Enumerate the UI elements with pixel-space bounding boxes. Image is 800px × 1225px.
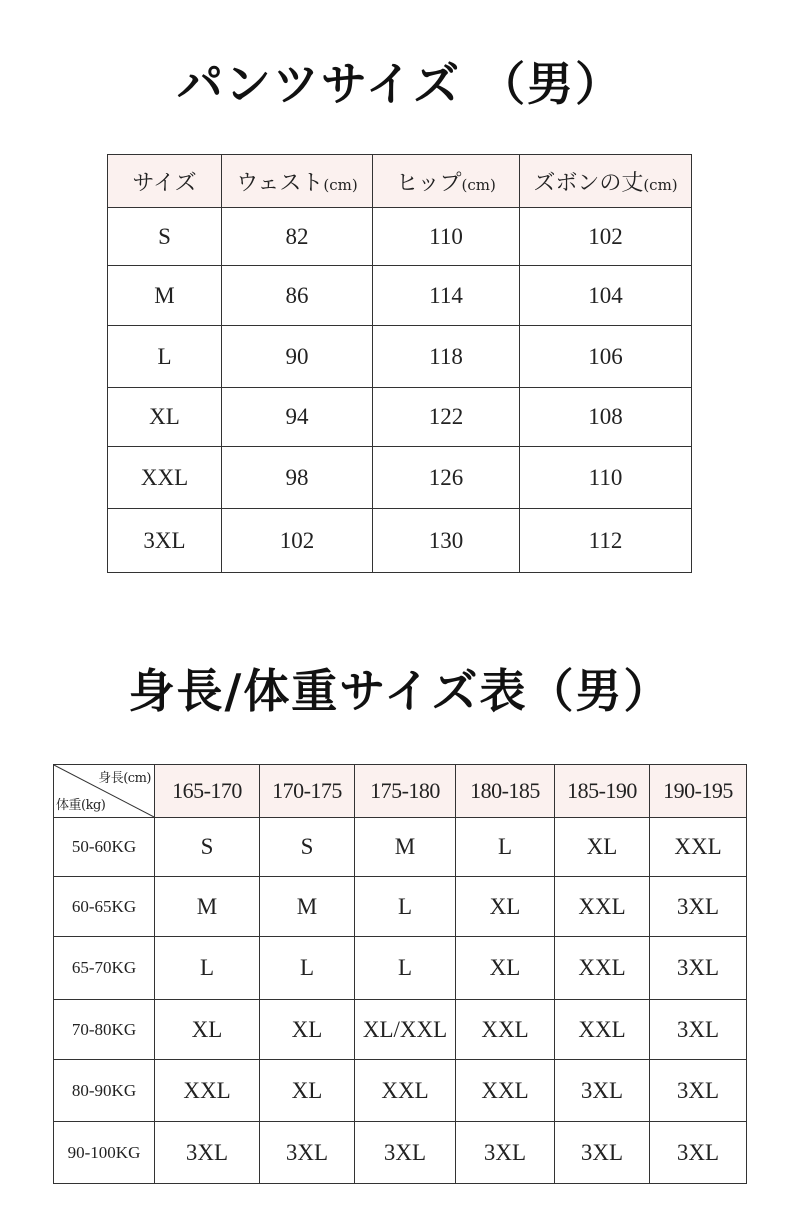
size-cell: XXL <box>456 1000 555 1060</box>
size-cell: 3XL <box>155 1122 260 1184</box>
size-cell: 3XL <box>650 1000 747 1060</box>
size-cell: M <box>260 877 355 937</box>
header-length: ズボンの丈(cm) <box>520 155 692 208</box>
waist-cell: 82 <box>222 208 373 266</box>
table-row <box>108 388 692 447</box>
weight-range-cell: 90-100KG <box>54 1122 155 1184</box>
pants-header-row <box>108 155 692 208</box>
size-cell: XXL <box>555 937 650 1000</box>
size-cell: L <box>456 818 555 877</box>
size-cell: L <box>355 877 456 937</box>
corner-header <box>54 765 155 818</box>
weight-axis-label: 体重(kg) <box>56 798 106 813</box>
height-weight-size-table <box>53 764 747 1184</box>
weight-range-cell: 60-65KG <box>54 877 155 937</box>
size-cell: S <box>108 208 222 266</box>
size-cell: L <box>355 937 456 1000</box>
waist-cell: 102 <box>222 509 373 573</box>
size-cell: M <box>155 877 260 937</box>
height-range-header: 185-190 <box>555 765 650 818</box>
hip-cell: 122 <box>373 388 520 447</box>
size-cell: XXL <box>155 1060 260 1122</box>
hip-cell: 118 <box>373 326 520 388</box>
size-cell: 3XL <box>555 1122 650 1184</box>
size-cell: 3XL <box>355 1122 456 1184</box>
height-header-row <box>54 765 747 818</box>
length-cell: 104 <box>520 266 692 326</box>
height-axis-label: 身長(cm) <box>98 771 151 786</box>
size-cell: XL <box>108 388 222 447</box>
table-row <box>54 818 747 877</box>
size-cell: 3XL <box>650 937 747 1000</box>
size-cell: 3XL <box>650 1122 747 1184</box>
pants-size-table <box>107 154 692 573</box>
waist-cell: 98 <box>222 447 373 509</box>
size-cell: XL <box>155 1000 260 1060</box>
size-cell: 3XL <box>456 1122 555 1184</box>
hip-cell: 110 <box>373 208 520 266</box>
table-row <box>54 1060 747 1122</box>
length-cell: 112 <box>520 509 692 573</box>
weight-range-cell: 65-70KG <box>54 937 155 1000</box>
size-cell: XXL <box>555 1000 650 1060</box>
size-cell: XL <box>456 937 555 1000</box>
weight-range-cell: 80-90KG <box>54 1060 155 1122</box>
pants-size-title: パンツサイズ （男） <box>176 57 624 111</box>
size-cell: XXL <box>108 447 222 509</box>
size-cell: XL <box>260 1060 355 1122</box>
size-cell: XL <box>260 1000 355 1060</box>
height-range-header: 175-180 <box>355 765 456 818</box>
height-weight-size-title: 身長/体重サイズ表（男） <box>128 664 672 718</box>
header-hip: ヒップ(cm) <box>373 155 520 208</box>
table-row <box>108 326 692 388</box>
weight-range-cell: 50-60KG <box>54 818 155 877</box>
hip-cell: 126 <box>373 447 520 509</box>
header-waist: ウェスト(cm) <box>222 155 373 208</box>
header-size: サイズ <box>108 155 222 208</box>
size-cell: XXL <box>355 1060 456 1122</box>
hip-cell: 130 <box>373 509 520 573</box>
table-row <box>108 509 692 573</box>
size-cell: XL/XXL <box>355 1000 456 1060</box>
size-cell: 3XL <box>108 509 222 573</box>
table-row <box>108 447 692 509</box>
size-cell: M <box>355 818 456 877</box>
waist-cell: 86 <box>222 266 373 326</box>
size-cell: S <box>155 818 260 877</box>
size-cell: 3XL <box>260 1122 355 1184</box>
size-cell: S <box>260 818 355 877</box>
table-row <box>54 877 747 937</box>
size-cell: 3XL <box>555 1060 650 1122</box>
size-cell: 3XL <box>650 1060 747 1122</box>
height-range-header: 180-185 <box>456 765 555 818</box>
waist-cell: 90 <box>222 326 373 388</box>
size-cell: M <box>108 266 222 326</box>
size-cell: XXL <box>456 1060 555 1122</box>
length-cell: 102 <box>520 208 692 266</box>
length-cell: 110 <box>520 447 692 509</box>
length-cell: 106 <box>520 326 692 388</box>
height-range-header: 190-195 <box>650 765 747 818</box>
table-row <box>54 1122 747 1184</box>
waist-cell: 94 <box>222 388 373 447</box>
table-row <box>54 1000 747 1060</box>
size-cell: 3XL <box>650 877 747 937</box>
length-cell: 108 <box>520 388 692 447</box>
size-cell: L <box>108 326 222 388</box>
size-cell: XXL <box>650 818 747 877</box>
size-cell: XL <box>456 877 555 937</box>
height-range-header: 170-175 <box>260 765 355 818</box>
size-cell: XXL <box>555 877 650 937</box>
weight-range-cell: 70-80KG <box>54 1000 155 1060</box>
hip-cell: 114 <box>373 266 520 326</box>
size-cell: XL <box>555 818 650 877</box>
size-cell: L <box>155 937 260 1000</box>
height-range-header: 165-170 <box>155 765 260 818</box>
table-row <box>108 266 692 326</box>
table-row <box>108 208 692 266</box>
table-row <box>54 937 747 1000</box>
size-cell: L <box>260 937 355 1000</box>
